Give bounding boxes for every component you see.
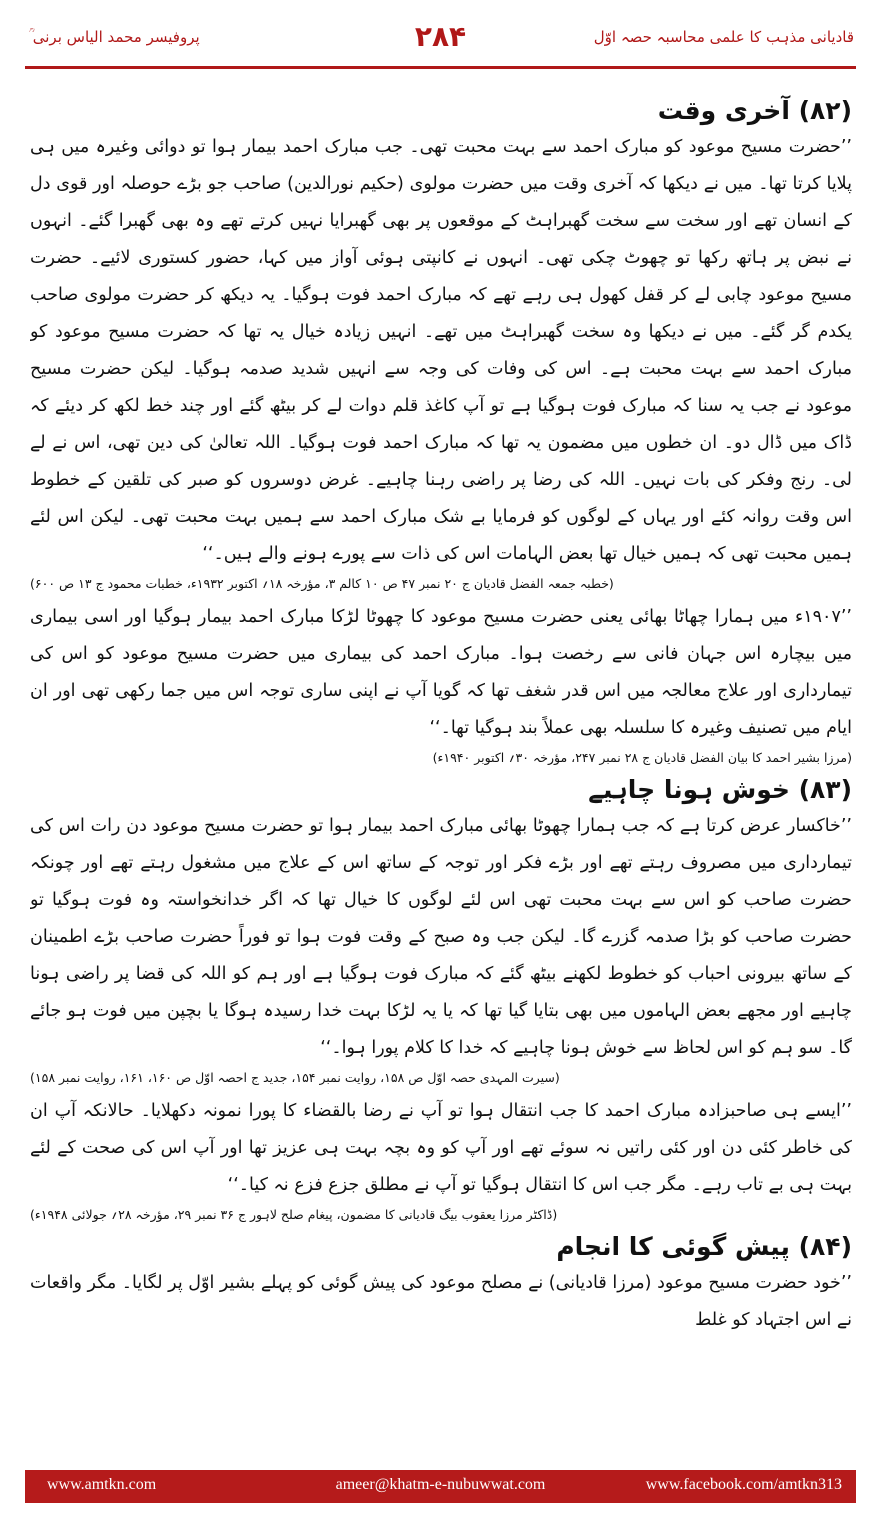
quote-paragraph: ’’خود حضرت مسیح موعود (مرزا قادیانی) نے مصلح موعود کی پیش گوئی کو پہلے بشیر اوّل پر لگایا۔ مگر واقعات نے اس اجتہاد کو غلط bbox=[30, 1273, 852, 1330]
quote-paragraph: ’’ایسے ہی صاحبزادہ مبارک احمد کا جب انتقال ہوا تو آپ نے رضا بالقضاء کا پورا نمونہ دکھلایا۔ حالانکہ آپ ان کی خاطر کئی دن اور کئی راتیں نہ سوئے تھے اور آپ کو وہ بچہ بہت ہی عزیز تھا اور آپ اس کی صحت کے لئے بہت ہی بے تاب رہے۔ مگر جب اس کا انتقال ہوگیا تو آپ نے مطلق جزع فزع نہ کیا۔‘‘ bbox=[30, 1101, 852, 1195]
section-84 bbox=[30, 1232, 852, 1339]
section-83 bbox=[30, 775, 852, 1226]
reference: (ڈاکٹر مرزا یعقوب بیگ قادیانی کا مضمون، پیغام صلح لاہور ج ۳۶ نمبر ۲۹، مؤرخہ ۲۸؍ جولائی ۱۹۴۸ء) bbox=[30, 1207, 558, 1222]
email-link[interactable]: ameer@khatm-e-nubuwwat.com bbox=[335, 1476, 546, 1493]
reference: (سیرت المہدی حصہ اوّل ص ۱۵۸، روایت نمبر ۱۵۴، جدید ج احصہ اوّل ص ۱۶۰، ۱۶۱، روایت نمبر ۱۵۸) bbox=[30, 1070, 560, 1085]
reference: (مرزا بشیر احمد کا بیان الفضل قادیان ج ۲۸ نمبر ۲۴۷، مؤرخہ ۳۰؍ اکتوبر ۱۹۴۰ء) bbox=[432, 750, 852, 765]
section-heading: (۸۴) پیش گوئی کا انجام bbox=[556, 1232, 852, 1261]
page-number: ۲۸۴ bbox=[414, 20, 467, 53]
reference: (خطبہ جمعہ الفضل قادیان ج ۲۰ نمبر ۴۷ ص ۱۰ کالم ۳، مؤرخہ ۱۸؍ اکتوبر ۱۹۳۲ء، خطبات محمود ج ۱۳ ص ۶۰۰) bbox=[30, 576, 614, 591]
section-heading: (۸۳) خوش ہونا چاہیے bbox=[588, 775, 852, 804]
quote-paragraph: ’’۱۹۰۷ء میں ہمارا چھاٹا بھائی یعنی حضرت مسیح موعود کا چھوٹا لڑکا مبارک احمد بیمار ہوگیا اور اسی بیماری میں بیچارہ اس جہان فانی سے رخصت ہوا۔ مبارک احمد کی بیماری میں حضرت مسیح موعود کو اس کی تیمارداری اور علاج معالجہ میں اس قدر شغف تھا کہ گویا آپ نے اپنی ساری توجہ اس میں جما رکھی تھی اور ان ایام میں تصنیف وغیرہ کا سلسلہ بھی عملاً بند ہوگیا تھا۔‘‘ bbox=[30, 607, 852, 738]
book-title: قادیانی مذہب کا علمی محاسبہ حصہ اوّل bbox=[593, 28, 854, 46]
header-rule bbox=[25, 66, 856, 69]
author-name: پروفیسر محمد الیاس برنی ؒ bbox=[29, 28, 200, 46]
page-header bbox=[25, 22, 856, 62]
quote-paragraph: ’’حضرت مسیح موعود کو مبارک احمد سے بہت محبت تھی۔ جب مبارک احمد بیمار ہوا تو دوائی وغیرہ میں ہی پلایا کرتا تھا۔ میں نے دیکھا کہ آخری وقت میں حضرت مولوی (حکیم نورالدین) صاحب جو بڑے حوصلہ اور قوی دل کے انسان تھے اور سخت سے سخت گھبراہٹ کے موقعوں پر بھی گھبرایا نہیں کرتے تھے وہ بھی گھبرا گئے۔ انہوں نے نبض پر ہاتھ رکھا تو چھوٹ چکی تھی۔ انہوں نے کانپتی ہوئی آواز میں کہا، حضور کستوری لائیے۔ حضرت مسیح موعود چابی لے کر قفل کھول ہی رہے تھے کہ مبارک احمد فوت ہوگیا۔ یہ دیکھ کر حضرت مولوی صاحب یکدم گر گئے۔ میں نے دیکھا وہ سخت گھبراہٹ میں تھے۔ انہیں زیادہ خیال یہ تھا کہ حضرت مسیح موعود کو مبارک احمد سے بہت محبت ہے۔ اس کی وفات کی وجہ سے انہیں شدید صدمہ ہوگیا۔ لیکن حضرت مسیح موعود نے جب یہ سنا کہ مبارک فوت ہوگیا ہے تو آپ کاغذ قلم دوات لے کر بیٹھ گئے اور چند خط لکھ کر دیئے کہ ڈاک میں ڈال دو۔ ان خطوں میں مضمون یہ تھا کہ مبارک احمد فوت ہوگیا۔ اللہ تعالیٰ کی دین تھی، اس نے لے لی۔ رنج وفکر کی بات نہیں۔ اللہ کی رضا پر راضی رہنا چاہیے۔ غرض دوسروں کو صبر کی تلقین کے خطوط اس وقت روانہ کئے اور یہاں کے لوگوں کو فرمایا بے شک مبارک احمد سے ہمیں بہت محبت تھی۔ لیکن اس لئے ہمیں محبت تھی کہ ہمیں خیال تھا بعض الہامات اس کی ذات سے پورے ہونے والے ہیں۔‘‘ bbox=[30, 137, 852, 564]
section-82 bbox=[30, 96, 852, 769]
page-footer bbox=[25, 1470, 856, 1503]
website-link[interactable]: www.amtkn.com bbox=[47, 1476, 157, 1493]
section-heading: (۸۲) آخری وقت bbox=[657, 96, 852, 125]
page-content bbox=[30, 90, 852, 1458]
quote-paragraph: ’’خاکسار عرض کرتا ہے کہ جب ہمارا چھوٹا بھائی مبارک احمد بیمار ہوا تو حضرت مسیح موعود دن رات اس کی تیمارداری میں مصروف رہتے تھے اور بڑے فکر اور توجہ کے ساتھ اس کے علاج میں مشغول رہتے تھے اور چونکہ حضرت صاحب کو اس سے بہت محبت تھی اس لئے لوگوں کا خیال تھا کہ اگر خدانخواستہ وہ فوت ہوگیا تو حضرت صاحب کو بڑا صدمہ گزرے گا۔ لیکن جب وہ صبح کے وقت فوت ہوا تو فوراً حضرت صاحب بڑے اطمینان کے ساتھ بیرونی احباب کو خطوط لکھنے بیٹھ گئے کہ مبارک فوت ہوگیا ہے اور ہم کو اللہ کی قضا پر راضی ہونا چاہیے اور مجھے بعض الہاموں میں بھی بتایا گیا تھا کہ یا یہ لڑکا بہت خدا رسیدہ ہوگا یا بچپن میں فوت ہو جائے گا۔ سو ہم کو اس لحاظ سے خوش ہونا چاہیے کہ خدا کا کلام پورا ہوا۔‘‘ bbox=[30, 816, 852, 1058]
facebook-link[interactable]: www.facebook.com/amtkn313 bbox=[645, 1476, 842, 1493]
